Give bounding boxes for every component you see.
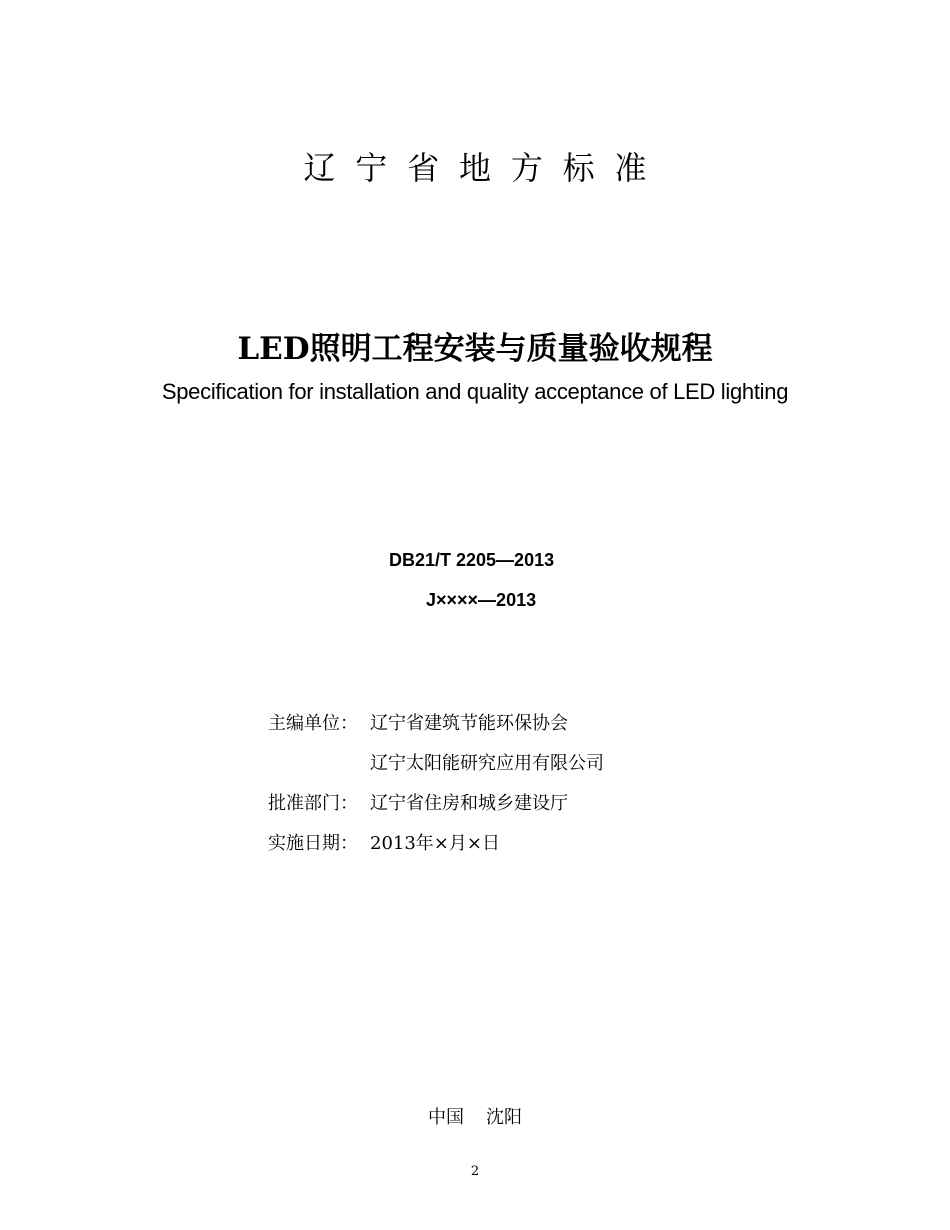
info-row-co-editor [268, 744, 604, 784]
info-row-effective-date [268, 824, 604, 864]
document-title-english: Specification for installation and quality acceptance of LED lighting [161, 379, 789, 404]
info-value: 辽宁省住房和城乡建设厅 [370, 793, 568, 814]
record-number: J××××—2013 [426, 590, 537, 610]
info-label: 实施日期： [268, 833, 358, 854]
standard-number: DB21/T 2205—2013 [389, 550, 555, 570]
info-value: 辽宁省建筑节能环保协会 [370, 713, 568, 734]
standard-type-heading: 辽宁省地方标准 [303, 149, 667, 187]
info-row-chief-editor [268, 704, 604, 744]
page-number: 2 [470, 1164, 480, 1179]
info-label [268, 744, 370, 784]
info-row-approval-dept [268, 784, 604, 824]
info-label: 主编单位： [268, 713, 358, 734]
document-title-chinese: LED照明工程安装与质量验收规程 [237, 331, 713, 367]
country-name: 中国 [428, 1107, 464, 1128]
info-value: 2013年×月×日 [370, 833, 500, 854]
info-value: 辽宁太阳能研究应用有限公司 [370, 753, 604, 774]
publication-place [0, 1104, 950, 1132]
city-name: 沈阳 [486, 1107, 522, 1128]
info-label: 批准部门： [268, 793, 358, 814]
publication-info [268, 704, 604, 864]
